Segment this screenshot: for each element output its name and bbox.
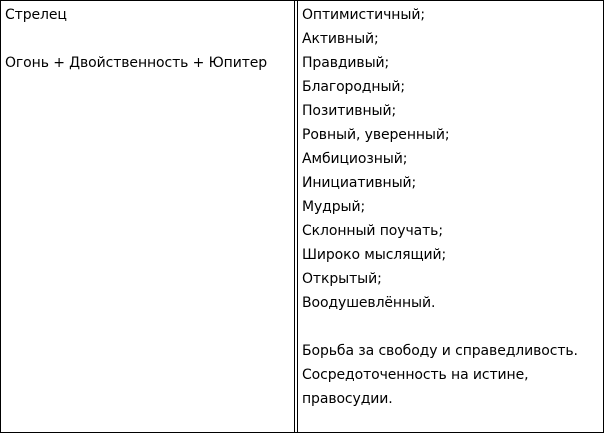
summary-line: Борьба за свободу и справедливость. xyxy=(302,343,578,359)
trait-line: Мудрый; xyxy=(302,199,366,215)
spacer xyxy=(5,27,267,51)
trait-line: Активный; xyxy=(302,31,379,47)
trait-line: Воодушевлённый. xyxy=(302,295,436,311)
sign-formula: Огонь + Двойственность + Юпитер xyxy=(5,55,268,71)
summary-line: Сосредоточенность на истине, xyxy=(302,367,529,383)
traits-cell xyxy=(297,1,603,432)
trait-line: Правдивый; xyxy=(302,55,390,71)
trait-line: Ровный, уверенный; xyxy=(302,127,450,143)
trait-line: Благородный; xyxy=(302,79,406,95)
trait-line: Позитивный; xyxy=(302,103,397,119)
sign-name: Стрелец xyxy=(5,7,67,23)
trait-line: Широко мыслящий; xyxy=(302,247,447,263)
trait-line: Склонный поучать; xyxy=(302,223,443,239)
trait-line: Открытый; xyxy=(302,271,382,287)
trait-line: Инициативный; xyxy=(302,175,417,191)
summary-line: правосудии. xyxy=(302,391,393,407)
spacer xyxy=(302,315,578,339)
sign-cell xyxy=(1,1,295,432)
trait-line: Амбициозный; xyxy=(302,151,408,167)
trait-line: Оптимистичный; xyxy=(302,7,425,23)
